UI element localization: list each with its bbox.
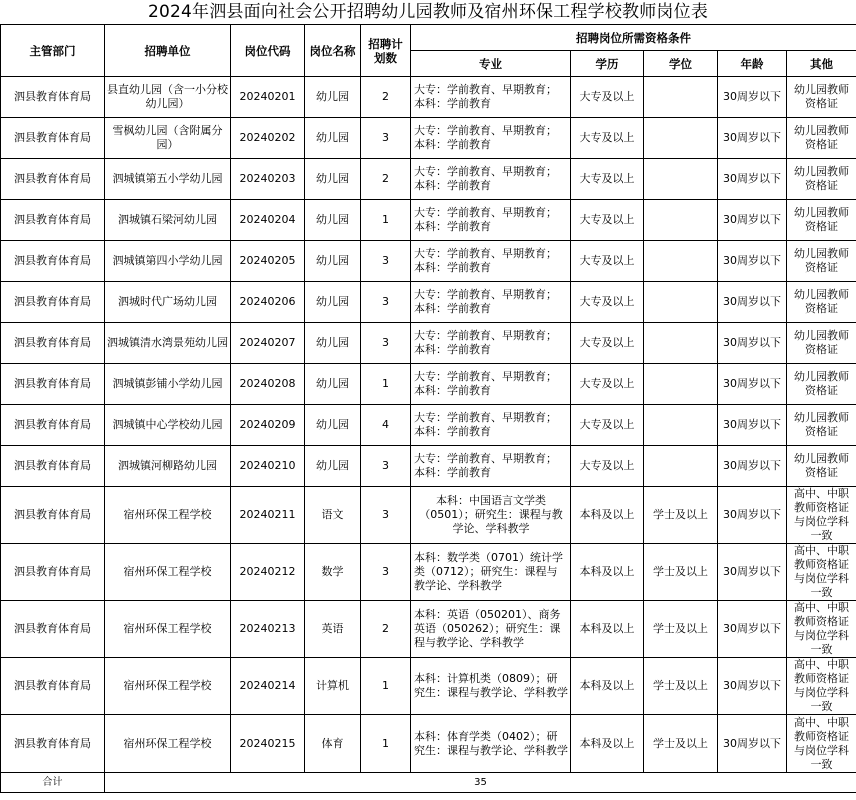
header-dept: 主管部门 [1, 25, 105, 77]
major-line-b: 本科：学前教育 [414, 384, 491, 397]
cell-edu: 本科及以上 [571, 601, 644, 658]
cell-age: 30周岁以下 [718, 544, 787, 601]
header-unit: 招聘单位 [105, 25, 231, 77]
cell-code: 20240204 [231, 200, 305, 241]
header-other: 其他 [787, 51, 856, 77]
major-line-b: 本科：学前教育 [414, 302, 491, 315]
cell-major: 本科：中国语言文学类（0501）；研究生：课程与教学论、学科教学 [411, 487, 571, 544]
major-line-a: 大专：学前教育、早期教育； [414, 206, 557, 219]
cell-degree [644, 159, 718, 200]
cell-age: 30周岁以下 [718, 487, 787, 544]
cell-plan: 3 [361, 118, 411, 159]
cell-major [411, 118, 571, 159]
cell-name: 幼儿园 [305, 446, 361, 487]
cell-unit: 宿州环保工程学校 [105, 601, 231, 658]
cell-name: 幼儿园 [305, 77, 361, 118]
table-row [1, 405, 856, 446]
cell-age: 30周岁以下 [718, 200, 787, 241]
cell-unit: 泗城镇第五小学幼儿园 [105, 159, 231, 200]
cell-name: 语文 [305, 487, 361, 544]
cell-name: 幼儿园 [305, 118, 361, 159]
cell-code: 20240211 [231, 487, 305, 544]
cell-age: 30周岁以下 [718, 241, 787, 282]
cell-other: 幼儿园教师资格证 [787, 159, 856, 200]
total-value: 35 [105, 773, 856, 793]
table-row [1, 544, 856, 601]
cell-degree [644, 241, 718, 282]
major-line-a: 大专：学前教育、早期教育； [414, 288, 557, 301]
cell-dept: 泗县教育体育局 [1, 323, 105, 364]
cell-major: 本科：体育学类（0402）；研究生：课程与教学论、学科教学 [411, 715, 571, 773]
cell-code: 20240212 [231, 544, 305, 601]
cell-edu: 大专及以上 [571, 77, 644, 118]
total-row [1, 773, 856, 793]
cell-dept: 泗县教育体育局 [1, 200, 105, 241]
table-row [1, 715, 856, 773]
cell-other: 幼儿园教师资格证 [787, 118, 856, 159]
cell-dept: 泗县教育体育局 [1, 364, 105, 405]
cell-other: 幼儿园教师资格证 [787, 200, 856, 241]
cell-other: 幼儿园教师资格证 [787, 282, 856, 323]
cell-name: 幼儿园 [305, 405, 361, 446]
cell-plan: 3 [361, 544, 411, 601]
table-row [1, 241, 856, 282]
cell-edu: 大专及以上 [571, 364, 644, 405]
major-line-b: 本科：学前教育 [414, 466, 491, 479]
cell-code: 20240206 [231, 282, 305, 323]
cell-code: 20240213 [231, 601, 305, 658]
cell-unit: 泗城镇彭铺小学幼儿园 [105, 364, 231, 405]
cell-degree [644, 200, 718, 241]
cell-code: 20240215 [231, 715, 305, 773]
cell-code: 20240205 [231, 241, 305, 282]
cell-other: 高中、中职教师资格证与岗位学科一致 [787, 487, 856, 544]
cell-other: 幼儿园教师资格证 [787, 77, 856, 118]
cell-degree [644, 364, 718, 405]
cell-unit: 县直幼儿园（含一小分校幼儿园） [105, 77, 231, 118]
cell-name: 计算机 [305, 658, 361, 715]
cell-unit: 雪枫幼儿园（含附属分园） [105, 118, 231, 159]
cell-plan: 1 [361, 200, 411, 241]
major-line-a: 大专：学前教育、早期教育； [414, 411, 557, 424]
cell-major [411, 323, 571, 364]
cell-code: 20240210 [231, 446, 305, 487]
cell-edu: 大专及以上 [571, 200, 644, 241]
cell-degree [644, 282, 718, 323]
cell-major [411, 159, 571, 200]
table-row [1, 323, 856, 364]
cell-edu: 大专及以上 [571, 159, 644, 200]
major-line-b: 本科：学前教育 [414, 261, 491, 274]
cell-degree: 学士及以上 [644, 658, 718, 715]
cell-plan: 2 [361, 601, 411, 658]
cell-unit: 宿州环保工程学校 [105, 544, 231, 601]
cell-other: 高中、中职教师资格证与岗位学科一致 [787, 715, 856, 773]
cell-major [411, 405, 571, 446]
table-row [1, 118, 856, 159]
major-line-b: 本科：学前教育 [414, 138, 491, 151]
cell-major [411, 364, 571, 405]
cell-plan: 3 [361, 323, 411, 364]
table-row [1, 658, 856, 715]
cell-plan: 1 [361, 364, 411, 405]
cell-name: 幼儿园 [305, 364, 361, 405]
positions-table [0, 24, 856, 793]
cell-other: 幼儿园教师资格证 [787, 323, 856, 364]
header-edu: 学历 [571, 51, 644, 77]
cell-age: 30周岁以下 [718, 446, 787, 487]
cell-code: 20240209 [231, 405, 305, 446]
cell-code: 20240203 [231, 159, 305, 200]
cell-major [411, 282, 571, 323]
cell-unit: 泗城镇第四小学幼儿园 [105, 241, 231, 282]
major-line-a: 大专：学前教育、早期教育； [414, 83, 557, 96]
cell-edu: 本科及以上 [571, 544, 644, 601]
major-line-b: 本科：学前教育 [414, 425, 491, 438]
cell-edu: 本科及以上 [571, 658, 644, 715]
cell-degree: 学士及以上 [644, 487, 718, 544]
cell-age: 30周岁以下 [718, 601, 787, 658]
cell-dept: 泗县教育体育局 [1, 405, 105, 446]
cell-unit: 宿州环保工程学校 [105, 487, 231, 544]
cell-major [411, 200, 571, 241]
cell-code: 20240202 [231, 118, 305, 159]
cell-edu: 大专及以上 [571, 241, 644, 282]
cell-edu: 本科及以上 [571, 487, 644, 544]
cell-unit: 泗城镇河柳路幼儿园 [105, 446, 231, 487]
cell-other: 幼儿园教师资格证 [787, 446, 856, 487]
cell-age: 30周岁以下 [718, 159, 787, 200]
cell-degree [644, 405, 718, 446]
cell-degree [644, 323, 718, 364]
cell-major [411, 77, 571, 118]
cell-code: 20240201 [231, 77, 305, 118]
cell-age: 30周岁以下 [718, 282, 787, 323]
cell-major [411, 241, 571, 282]
cell-age: 30周岁以下 [718, 658, 787, 715]
cell-other: 高中、中职教师资格证与岗位学科一致 [787, 658, 856, 715]
cell-dept: 泗县教育体育局 [1, 601, 105, 658]
cell-major [411, 446, 571, 487]
cell-edu: 大专及以上 [571, 446, 644, 487]
major-line-a: 大专：学前教育、早期教育； [414, 124, 557, 137]
cell-dept: 泗县教育体育局 [1, 658, 105, 715]
cell-plan: 3 [361, 446, 411, 487]
cell-edu: 本科及以上 [571, 715, 644, 773]
cell-other: 高中、中职教师资格证与岗位学科一致 [787, 601, 856, 658]
major-line-a: 大专：学前教育、早期教育； [414, 452, 557, 465]
cell-dept: 泗县教育体育局 [1, 715, 105, 773]
cell-code: 20240207 [231, 323, 305, 364]
cell-name: 英语 [305, 601, 361, 658]
cell-unit: 泗城镇石梁河幼儿园 [105, 200, 231, 241]
cell-major: 本科：英语（050201）、商务英语（050262）；研究生：课程与教学论、学科教学 [411, 601, 571, 658]
cell-code: 20240208 [231, 364, 305, 405]
cell-age: 30周岁以下 [718, 715, 787, 773]
cell-dept: 泗县教育体育局 [1, 77, 105, 118]
cell-age: 30周岁以下 [718, 118, 787, 159]
cell-plan: 3 [361, 241, 411, 282]
header-degree: 学位 [644, 51, 718, 77]
header-age: 年龄 [718, 51, 787, 77]
cell-other: 高中、中职教师资格证与岗位学科一致 [787, 544, 856, 601]
cell-name: 幼儿园 [305, 241, 361, 282]
cell-dept: 泗县教育体育局 [1, 446, 105, 487]
cell-dept: 泗县教育体育局 [1, 241, 105, 282]
cell-other: 幼儿园教师资格证 [787, 405, 856, 446]
cell-age: 30周岁以下 [718, 77, 787, 118]
cell-plan: 2 [361, 159, 411, 200]
cell-name: 体育 [305, 715, 361, 773]
cell-name: 幼儿园 [305, 282, 361, 323]
major-line-b: 本科：学前教育 [414, 220, 491, 233]
cell-age: 30周岁以下 [718, 405, 787, 446]
table-row [1, 159, 856, 200]
cell-plan: 1 [361, 715, 411, 773]
major-line-b: 本科：学前教育 [414, 179, 491, 192]
header-plan: 招聘计划数 [361, 25, 411, 77]
cell-major: 本科：数学类（0701）统计学类（0712）；研究生：课程与教学论、学科教学 [411, 544, 571, 601]
cell-degree [644, 446, 718, 487]
cell-plan: 4 [361, 405, 411, 446]
cell-major: 本科：计算机类（0809）；研究生：课程与教学论、学科教学 [411, 658, 571, 715]
cell-unit: 泗城时代广场幼儿园 [105, 282, 231, 323]
cell-name: 数学 [305, 544, 361, 601]
cell-age: 30周岁以下 [718, 323, 787, 364]
header-name: 岗位名称 [305, 25, 361, 77]
cell-unit: 宿州环保工程学校 [105, 715, 231, 773]
cell-dept: 泗县教育体育局 [1, 159, 105, 200]
major-line-a: 大专：学前教育、早期教育； [414, 370, 557, 383]
table-row [1, 282, 856, 323]
cell-edu: 大专及以上 [571, 282, 644, 323]
cell-plan: 3 [361, 282, 411, 323]
table-row [1, 446, 856, 487]
table-row [1, 77, 856, 118]
cell-dept: 泗县教育体育局 [1, 544, 105, 601]
cell-name: 幼儿园 [305, 323, 361, 364]
cell-other: 幼儿园教师资格证 [787, 364, 856, 405]
cell-edu: 大专及以上 [571, 118, 644, 159]
header-conditions: 招聘岗位所需资格条件 [411, 25, 856, 51]
table-row [1, 200, 856, 241]
header-code: 岗位代码 [231, 25, 305, 77]
cell-edu: 大专及以上 [571, 323, 644, 364]
table-row [1, 364, 856, 405]
cell-degree [644, 77, 718, 118]
cell-dept: 泗县教育体育局 [1, 487, 105, 544]
cell-unit: 宿州环保工程学校 [105, 658, 231, 715]
cell-dept: 泗县教育体育局 [1, 118, 105, 159]
major-line-b: 本科：学前教育 [414, 343, 491, 356]
major-line-b: 本科：学前教育 [414, 97, 491, 110]
cell-unit: 泗城镇清水湾景苑幼儿园 [105, 323, 231, 364]
cell-other: 幼儿园教师资格证 [787, 241, 856, 282]
cell-code: 20240214 [231, 658, 305, 715]
cell-degree: 学士及以上 [644, 715, 718, 773]
major-line-a: 大专：学前教育、早期教育； [414, 247, 557, 260]
total-label: 合计 [1, 773, 105, 793]
cell-degree: 学士及以上 [644, 544, 718, 601]
cell-name: 幼儿园 [305, 200, 361, 241]
major-line-a: 大专：学前教育、早期教育； [414, 165, 557, 178]
page-title: 2024年泗县面向社会公开招聘幼儿园教师及宿州环保工程学校教师岗位表 [147, 2, 709, 22]
cell-name: 幼儿园 [305, 159, 361, 200]
cell-degree [644, 118, 718, 159]
table-row [1, 487, 856, 544]
table-row [1, 601, 856, 658]
cell-age: 30周岁以下 [718, 364, 787, 405]
major-line-a: 大专：学前教育、早期教育； [414, 329, 557, 342]
cell-degree: 学士及以上 [644, 601, 718, 658]
header-major: 专业 [411, 51, 571, 77]
cell-unit: 泗城镇中心学校幼儿园 [105, 405, 231, 446]
cell-edu: 大专及以上 [571, 405, 644, 446]
cell-dept: 泗县教育体育局 [1, 282, 105, 323]
cell-plan: 1 [361, 658, 411, 715]
cell-plan: 2 [361, 77, 411, 118]
cell-plan: 3 [361, 487, 411, 544]
